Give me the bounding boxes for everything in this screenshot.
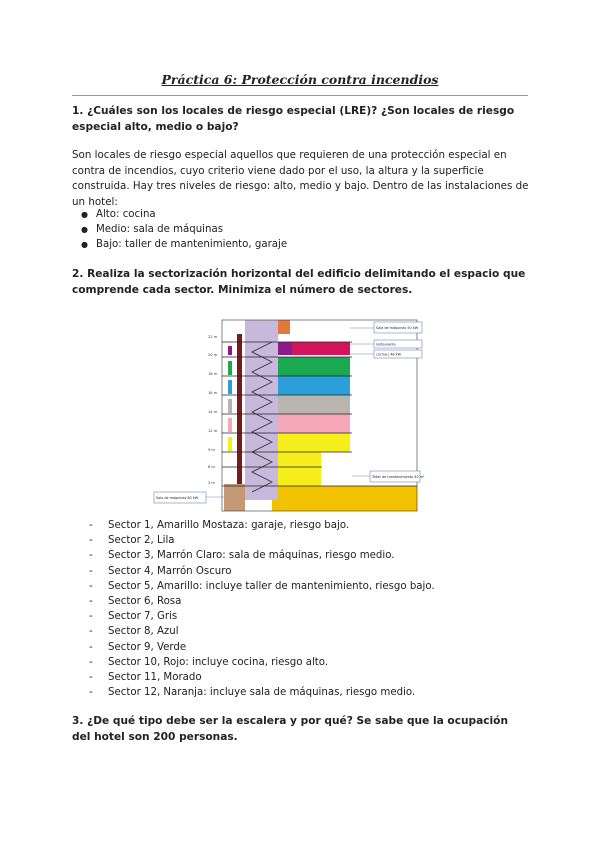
level-label: 18 m bbox=[208, 372, 218, 376]
sector-red-kitchen bbox=[292, 342, 350, 355]
list-item: - Sector 8, Azul bbox=[72, 624, 435, 639]
list-item: - Sector 4, Marrón Oscuro bbox=[72, 564, 435, 579]
sector-yellow-workshop bbox=[278, 452, 321, 486]
building-section-figure bbox=[152, 316, 437, 514]
strip-blue bbox=[228, 380, 232, 394]
level-label: 3 m bbox=[208, 481, 215, 485]
strip-grey bbox=[228, 399, 232, 413]
callout-roof-machine-room: Sala de máquinas 50 kW bbox=[376, 326, 419, 330]
strip-green bbox=[228, 361, 232, 375]
level-label: 14 m bbox=[208, 410, 218, 414]
list-item: - Sector 7, Gris bbox=[72, 609, 435, 624]
sector-mustard-garage bbox=[272, 486, 417, 511]
list-item: - Sector 1, Amarillo Mostaza: garaje, riesgo bajo. bbox=[72, 518, 435, 533]
list-item: ● Bajo: taller de mantenimiento, garaje bbox=[72, 237, 287, 252]
title-divider bbox=[72, 95, 528, 96]
callout-workshop: Taller de mantenimiento 40 m² bbox=[372, 475, 425, 479]
strip-pink bbox=[228, 418, 232, 432]
question-2: 2. Realiza la sectorización horizontal del edificio delimitando el espacio que comprende cada sector. Minimiza el número de sectores. bbox=[72, 268, 526, 296]
page-title: Práctica 6: Protección contra incendios bbox=[161, 72, 439, 87]
level-label: 6 m bbox=[208, 465, 215, 469]
callout-basement-machine-room: Sala de máquinas 80 kW bbox=[156, 496, 199, 500]
list-item: - Sector 6, Rosa bbox=[72, 594, 435, 609]
level-label: 16 m bbox=[208, 391, 218, 395]
list-item: - Sector 9, Verde bbox=[72, 640, 435, 655]
list-item: - Sector 3, Marrón Claro: sala de máquinas, riesgo medio. bbox=[72, 548, 435, 563]
level-label: 9 m bbox=[208, 448, 215, 452]
level-label: 20 m bbox=[208, 353, 218, 357]
sector-list bbox=[72, 518, 435, 700]
list-item: - Sector 5, Amarillo: incluye taller de mantenimiento, riesgo bajo. bbox=[72, 579, 435, 594]
question-1: 1. ¿Cuáles son los locales de riesgo especial (LRE)? ¿Son locales de riesgo especial alto, medio o bajo? bbox=[72, 105, 515, 133]
sector-pink-band bbox=[278, 414, 350, 433]
list-item: ● Medio: sala de máquinas bbox=[72, 222, 287, 237]
callout-restaurant: restaurante bbox=[376, 342, 396, 347]
list-item: - Sector 2, Lila bbox=[72, 533, 435, 548]
level-label: 12 m bbox=[208, 429, 218, 433]
sector-grey-band bbox=[278, 395, 350, 414]
list-item: - Sector 12, Naranja: incluye sala de máquinas, riesgo medio. bbox=[72, 685, 435, 700]
risk-level-list bbox=[72, 207, 287, 252]
sector-green-band bbox=[278, 357, 350, 376]
answer-1-paragraph: Son locales de riesgo especial aquellos que requieren de una protección especial en contra de incendios, cuyo criterio viene dado por el uso, la altura y la superficie construida. Hay tres niveles de riesgo: alto, medio y bajo. Dentro de las instalaciones de un hotel: bbox=[72, 149, 529, 208]
list-item: - Sector 10, Rojo: incluye cocina, riesgo alto. bbox=[72, 655, 435, 670]
sector-orange-roof-machine-room bbox=[278, 320, 290, 334]
strip-purple bbox=[228, 346, 232, 355]
callout-kitchen: cocina | 48 kW bbox=[376, 352, 401, 357]
list-item: - Sector 11, Morado bbox=[72, 670, 435, 685]
question-3: 3. ¿De qué tipo debe ser la escalera y por qué? Se sabe que la ocupación del hotel son 200 personas. bbox=[72, 715, 508, 743]
sector-blue-band bbox=[278, 376, 350, 395]
sector-light-brown-machine-room bbox=[224, 484, 245, 511]
sector-dark-brown-shaft bbox=[237, 334, 242, 484]
sector-yellow-band bbox=[278, 433, 350, 452]
strip-yellow bbox=[228, 437, 232, 451]
list-item: ● Alto: cocina bbox=[72, 207, 287, 222]
level-label: 22 m bbox=[208, 335, 218, 339]
